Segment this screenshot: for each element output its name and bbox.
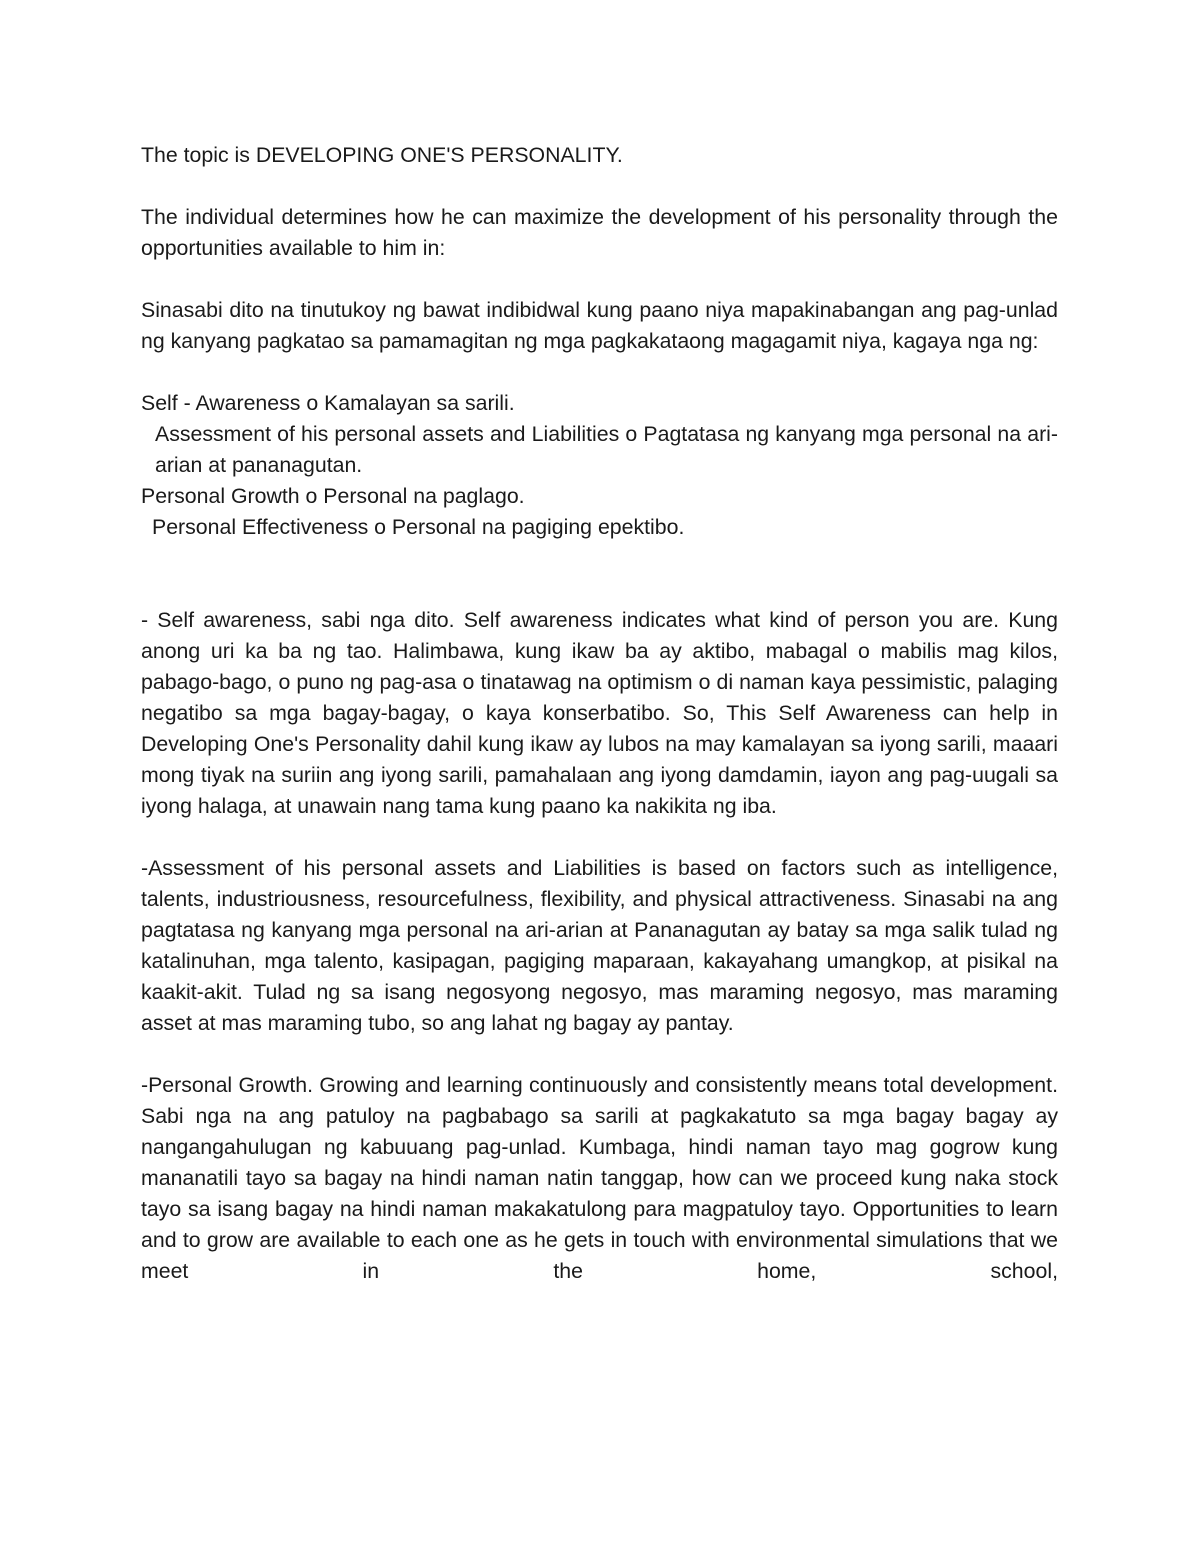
list-item: [141, 419, 1058, 481]
personal-growth-section: -Personal Growth. Growing and learning continuously and consistently means total development. Sabi nga na ang patuloy na pagbabago sa sarili at pagkakatuto sa mga bagay bagay ay nangangahulugan ng kabuuang pag-unlad. Kumbaga, hindi naman tayo mag gogrow kung mananatili tayo sa bagay na hindi naman natin tanggap, how can we proceed kung naka stock tayo sa isang bagay na hindi naman makakatulong para magpatuloy tayo. Opportunities to learn and to grow are available to each one as he gets in touch with environmental simulations that we meet in the home, school,: [141, 1073, 1058, 1283]
list-item: Personal Growth o Personal na paglago.: [141, 484, 525, 508]
list-item-text: Assessment of his personal assets and Liabilities o Pagtatasa ng kanyang mga personal na ari-arian at pananagutan.: [155, 422, 1058, 477]
topic-line: The topic is DEVELOPING ONE'S PERSONALITY.: [141, 143, 623, 167]
self-awareness-section: - Self awareness, sabi nga dito. Self awareness indicates what kind of person you are. Kung anong uri ka ba ng tao. Halimbawa, kung ikaw ba ay aktibo, mabagal o mabilis mag kilos, pabago-bago, o puno ng pag-asa o tinatawag na optimism o di naman kaya pessimistic, palaging negatibo sa mga bagay-bagay, o kaya konserbatibo. So, This Self Awareness can help in Developing One's Personality dahil kung ikaw ay lubos na may kamalayan sa iyong sarili, maaari mong tiyak na suriin ang iyong sarili, pamahalaan ang iyong damdamin, iayon ang pag-uugali sa iyong halaga, at unawain nang tama kung paano ka nakikita ng iba.: [141, 608, 1058, 818]
list-item: Personal Effectiveness o Personal na pagiging epektibo.: [152, 515, 685, 539]
document-page: [141, 140, 1058, 1318]
intro-english: The individual determines how he can maximize the development of his personality through the opportunities available to him in:: [141, 205, 1058, 260]
assessment-section: -Assessment of his personal assets and Liabilities is based on factors such as intelligence, talents, industriousness, resourcefulness, flexibility, and physical attractiveness. Sinasabi na ang pagtatasa ng kanyang mga personal na ari-arian at Pananagutan ay batay sa mga salik tulad ng katalinuhan, mga talento, kasipagan, pagiging maparaan, kakayahang umangkop, at pisikal na kaakit-akit. Tulad ng sa isang negosyong negosyo, mas maraming negosyo, mas maraming asset at mas maraming tubo, so ang lahat ng bagay ay pantay.: [141, 856, 1058, 1035]
opportunity-list: [141, 388, 1058, 543]
intro-filipino: Sinasabi dito na tinutukoy ng bawat indibidwal kung paano niya mapakinabangan ang pag-unlad ng kanyang pagkatao sa pamamagitan ng mga pagkakataong magagamit niya, kagaya nga ng:: [141, 298, 1058, 353]
list-item: Self - Awareness o Kamalayan sa sarili.: [141, 391, 515, 415]
